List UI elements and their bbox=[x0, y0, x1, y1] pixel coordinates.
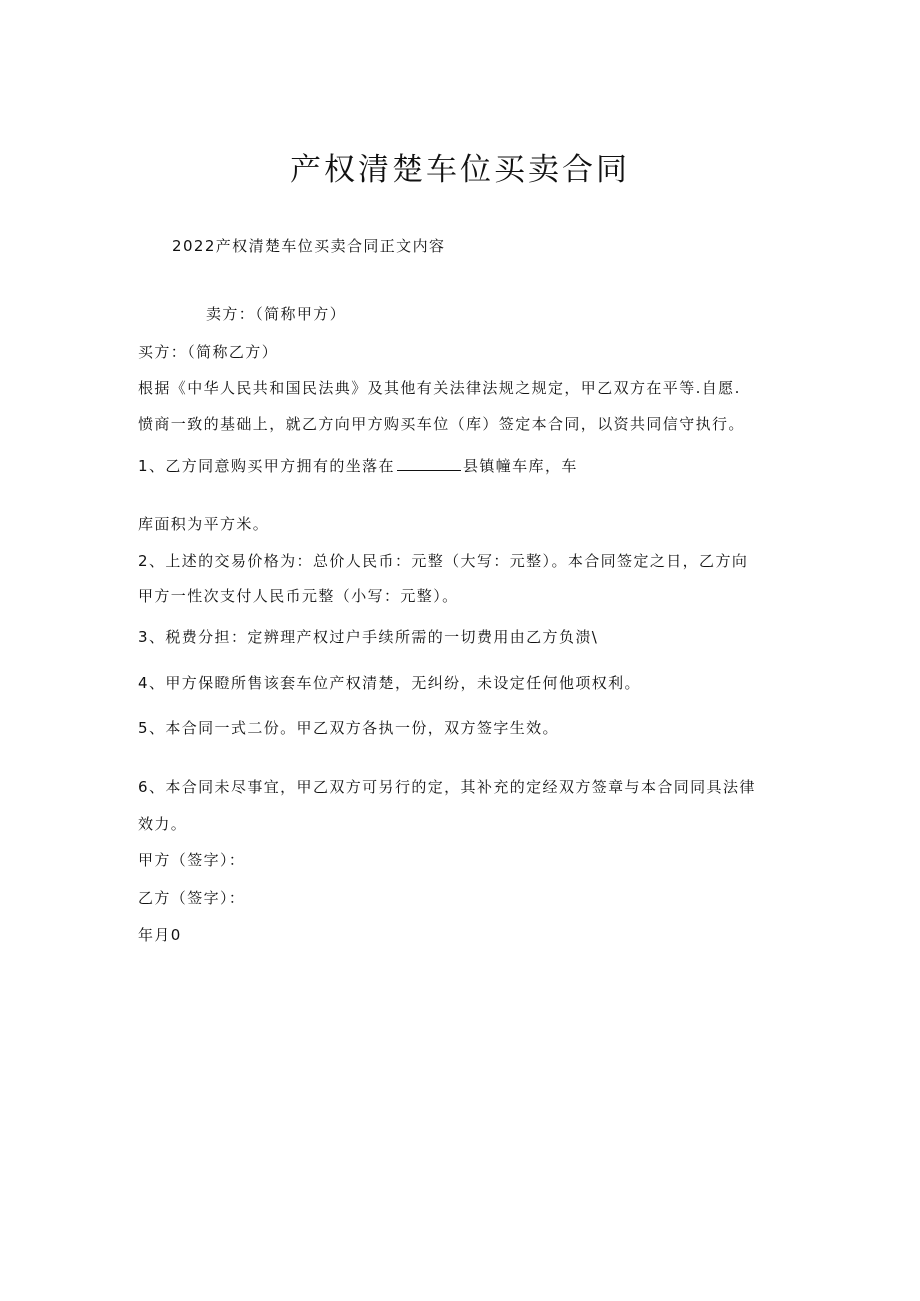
clause-2-line-1: 2、上述的交易价格为：总价人民币：元整（大写：元整）。本合同签定之日，乙方向 bbox=[138, 552, 749, 570]
seller-line: 卖方：（简称甲方） bbox=[206, 305, 347, 323]
buyer-line: 买方：（简称乙方） bbox=[138, 343, 279, 361]
clause-6-line-1: 6、本合同未尽事宜，甲乙双方可另行的定，其补充的定经双方签章与本合同同具法律 bbox=[138, 778, 756, 796]
clause-1-line-1 bbox=[138, 456, 578, 476]
location-blank-field bbox=[397, 456, 461, 471]
clause-3: 3、税费分担：定辨理产权过户手续所需的一切费用由乙方负溃\ bbox=[138, 628, 599, 646]
date-line: 年月0 bbox=[138, 926, 182, 944]
party-b-signature-line: 乙方（签字）： bbox=[138, 889, 246, 907]
intro-paragraph-line-1: 根据《中华人民共和国民法典》及其他有关法律法规之规定，甲乙双方在平等.自愿. bbox=[138, 379, 741, 397]
party-a-signature-line: 甲方（签字）： bbox=[138, 851, 246, 869]
intro-paragraph-line-2: 愤商一致的基础上，就乙方向甲方购买车位（库）签定本合同，以资共同信守执行。 bbox=[138, 415, 745, 433]
clause-5: 5、本合同一式二份。甲乙双方各执一份，双方签字生效。 bbox=[138, 719, 559, 737]
clause-1-text-start: 1、乙方同意购买甲方拥有的坐落在 bbox=[138, 457, 395, 475]
clause-1-line-2: 库面积为平方米。 bbox=[138, 515, 270, 533]
clause-4: 4、甲方保瞪所售该套车位产权清楚，无纠纷，未设定任何他项权利。 bbox=[138, 674, 641, 692]
clause-6-line-2: 效力。 bbox=[138, 815, 188, 833]
clause-1-text-end: 县镇幢车库，车 bbox=[462, 457, 578, 475]
document-title: 产权清楚车位买卖合同 bbox=[290, 152, 630, 188]
document-subtitle: 2022产权清楚车位买卖合同正文内容 bbox=[172, 237, 446, 255]
clause-2-line-2: 甲方一性次支付人民币元整（小写：元整）。 bbox=[138, 587, 459, 605]
